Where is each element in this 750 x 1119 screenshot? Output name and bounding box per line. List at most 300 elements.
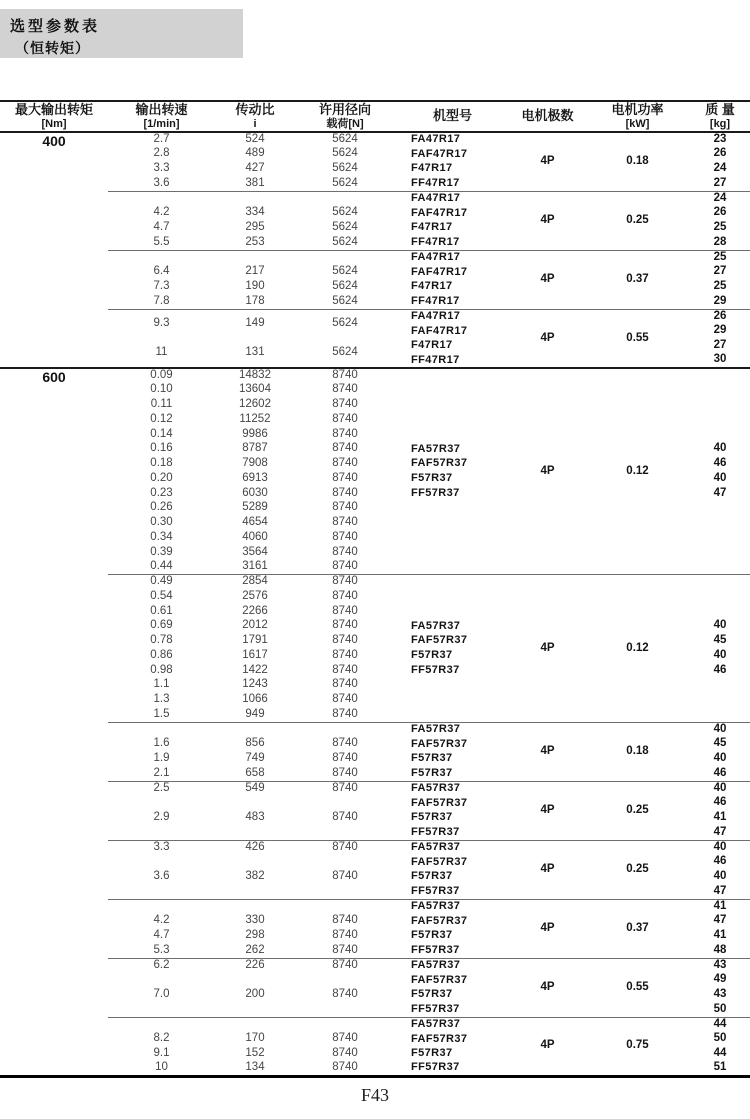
cell-speed: 5.5 — [153, 235, 170, 248]
cell-mass: 40 — [690, 781, 750, 796]
cell-load — [295, 899, 395, 914]
cell-speed — [108, 250, 215, 265]
cell-power: 0.25 — [585, 191, 690, 250]
cell-ratio: 4060 — [242, 530, 268, 543]
cell-speed: 3.3 — [108, 840, 215, 855]
cell-speed: 1.9 — [153, 752, 170, 765]
cell-mass: 49 — [713, 973, 727, 986]
cell-speed: 2.9 — [153, 811, 170, 824]
cell-speed: 0.10 — [150, 383, 173, 396]
cell-speed: 2.8 — [153, 147, 170, 160]
cell-speed — [108, 899, 215, 914]
cell-speed — [108, 1017, 215, 1032]
cell-speed: 0.09 — [108, 368, 215, 383]
cell-ratio: 134 — [245, 1061, 265, 1074]
cell-speed: 9.1 — [153, 1047, 170, 1060]
cell-load: 8740 — [332, 811, 358, 824]
cell-load: 8740 — [295, 575, 395, 590]
cell-speed — [108, 973, 215, 988]
cell-mass: 40 — [690, 722, 750, 737]
cell-power: 0.25 — [585, 781, 690, 840]
header-radial-load: 许用径向 载荷[N] — [295, 101, 395, 132]
cell-load: 8740 — [332, 427, 358, 440]
cell-load: 8740 — [332, 560, 358, 573]
cell-power: 0.18 — [585, 722, 690, 781]
cell-speed: 1.1 — [153, 678, 170, 691]
cell-model — [395, 678, 510, 693]
cell-mass: 29 — [713, 324, 727, 337]
cell-model: F57R37 — [411, 766, 453, 779]
cell-poles: 4P — [510, 250, 585, 309]
cell-power: 0.37 — [585, 899, 690, 958]
cell-ratio: 11252 — [239, 412, 271, 425]
cell-mass: 40 — [713, 442, 727, 455]
page-title: 选型参数表 — [10, 18, 101, 35]
cell-speed — [108, 884, 215, 899]
cell-speed: 1.5 — [153, 707, 170, 720]
table-row — [0, 132, 750, 147]
cell-ratio: 170 — [245, 1032, 265, 1045]
cell-model: FA47R17 — [395, 250, 510, 265]
cell-load — [295, 884, 395, 899]
cell-ratio — [215, 191, 295, 206]
cell-speed: 0.34 — [150, 530, 173, 543]
cell-mass: 26 — [713, 206, 727, 219]
cell-model — [395, 427, 510, 442]
cell-ratio: 3161 — [242, 560, 268, 573]
cell-ratio — [215, 825, 295, 840]
cell-model: F57R37 — [411, 1047, 453, 1060]
cell-model: FF57R37 — [411, 825, 460, 838]
cell-speed: 0.16 — [150, 442, 173, 455]
page-title-box — [0, 9, 243, 58]
cell-mass: 46 — [713, 766, 727, 779]
cell-mass: 44 — [713, 1047, 727, 1060]
cell-mass — [690, 398, 750, 413]
cell-power: 0.18 — [585, 132, 690, 191]
cell-load: 5624 — [332, 265, 358, 278]
cell-ratio: 381 — [245, 176, 265, 189]
cell-mass: 47 — [713, 914, 727, 927]
cell-speed: 4.7 — [153, 929, 170, 942]
cell-load: 5624 — [332, 147, 358, 160]
cell-mass: 40 — [713, 619, 727, 632]
cell-speed: 0.14 — [150, 427, 173, 440]
cell-model: FF57R37 — [411, 1002, 460, 1015]
cell-load: 8740 — [332, 870, 358, 883]
cell-mass — [690, 383, 750, 398]
cell-mass: 40 — [713, 648, 727, 661]
cell-model: FAF47R17 — [411, 206, 468, 219]
cell-ratio: 298 — [245, 929, 265, 942]
cell-ratio: 1422 — [242, 663, 268, 676]
cell-poles: 4P — [510, 958, 585, 1017]
header-motor-power: 电机功率 [kW] — [585, 101, 690, 132]
cell-load — [295, 250, 395, 265]
cell-mass: 41 — [713, 811, 727, 824]
cell-ratio: 178 — [245, 294, 265, 307]
cell-model: FAF57R37 — [411, 457, 468, 470]
cell-ratio: 295 — [245, 221, 265, 234]
cell-speed — [108, 855, 215, 870]
cell-model — [395, 516, 510, 531]
cell-load — [295, 855, 395, 870]
cell-ratio: 2012 — [242, 619, 268, 632]
cell-poles: 4P — [510, 309, 585, 368]
cell-power: 0.25 — [585, 840, 690, 899]
cell-ratio: 200 — [245, 988, 265, 1001]
cell-speed: 1.6 — [153, 737, 170, 750]
cell-speed: 4.7 — [153, 221, 170, 234]
cell-ratio — [215, 973, 295, 988]
cell-mass: 25 — [690, 250, 750, 265]
cell-mass: 47 — [713, 486, 727, 499]
cell-mass: 51 — [713, 1061, 727, 1074]
cell-model: FF57R37 — [411, 663, 460, 676]
table-row — [0, 309, 750, 324]
cell-poles: 4P — [510, 781, 585, 840]
cell-mass: 24 — [713, 162, 727, 175]
cell-mass: 47 — [713, 825, 727, 838]
cell-load: 8740 — [332, 707, 358, 720]
cell-ratio — [215, 899, 295, 914]
cell-mass: 41 — [690, 899, 750, 914]
cell-ratio: 6913 — [242, 471, 268, 484]
cell-load: 5624 — [332, 280, 358, 293]
cell-ratio — [215, 855, 295, 870]
cell-ratio: 131 — [245, 346, 265, 358]
cell-load: 8740 — [332, 398, 358, 411]
cell-model: FAF57R37 — [411, 634, 468, 647]
cell-ratio: 330 — [245, 914, 265, 927]
cell-speed: 7.0 — [153, 988, 170, 1001]
cell-load: 8740 — [332, 663, 358, 676]
cell-mass: 27 — [713, 339, 727, 352]
cell-mass — [690, 604, 750, 619]
cell-poles: 4P — [510, 575, 585, 723]
cell-speed: 6.2 — [108, 958, 215, 973]
cell-ratio — [215, 796, 295, 811]
cell-load — [295, 722, 395, 737]
cell-ratio: 152 — [245, 1047, 265, 1060]
cell-mass — [690, 530, 750, 545]
cell-ratio: 334 — [245, 206, 265, 219]
cell-speed: 5.3 — [153, 943, 170, 956]
cell-ratio: 4654 — [242, 516, 268, 529]
cell-model: F47R17 — [411, 162, 453, 175]
cell-load: 8740 — [295, 781, 395, 796]
cell-mass: 24 — [690, 191, 750, 206]
cell-load — [295, 1017, 395, 1032]
header-model: 机型号 — [395, 101, 510, 132]
cell-ratio: 549 — [215, 781, 295, 796]
table-row — [0, 250, 750, 265]
cell-model: FA57R37 — [395, 1017, 510, 1032]
cell-model — [395, 604, 510, 619]
cell-torque: 600 — [0, 368, 108, 1076]
cell-mass: 45 — [713, 634, 727, 647]
cell-model — [395, 560, 510, 575]
cell-model: F57R37 — [411, 649, 453, 662]
cell-ratio: 226 — [215, 958, 295, 973]
cell-model: FAF57R37 — [411, 973, 468, 986]
cell-ratio: 949 — [245, 707, 265, 720]
cell-speed: 0.69 — [150, 619, 173, 632]
cell-speed: 2.1 — [153, 766, 170, 779]
cell-speed: 0.49 — [108, 575, 215, 590]
cell-speed: 0.30 — [150, 516, 173, 529]
cell-mass: 43 — [690, 958, 750, 973]
cell-speed: 0.23 — [150, 486, 173, 499]
cell-mass: 40 — [713, 471, 727, 484]
cell-ratio: 262 — [245, 943, 265, 956]
cell-model: F57R37 — [411, 811, 453, 824]
cell-load — [295, 191, 395, 206]
cell-model: FAF57R37 — [411, 855, 468, 868]
cell-model — [395, 575, 510, 590]
cell-load: 5624 — [295, 132, 395, 147]
cell-ratio: 14832 — [215, 368, 295, 383]
cell-model: F47R17 — [411, 221, 453, 234]
header-output-speed: 输出转速 [1/min] — [108, 101, 215, 132]
cell-load: 8740 — [332, 516, 358, 529]
header-mass: 质 量 [kg] — [690, 101, 750, 132]
cell-model: FAF47R17 — [411, 324, 468, 337]
cell-ratio: 253 — [245, 235, 265, 248]
cell-ratio: 8787 — [242, 442, 268, 455]
table-row — [0, 368, 750, 383]
cell-load: 8740 — [332, 442, 358, 455]
cell-model: FA57R37 — [411, 619, 461, 632]
cell-load: 8740 — [332, 648, 358, 661]
cell-ratio: 5289 — [242, 501, 268, 514]
cell-speed: 0.20 — [150, 471, 173, 484]
cell-ratio: 2266 — [242, 604, 268, 617]
cell-speed: 4.2 — [153, 206, 170, 219]
cell-power: 0.12 — [585, 368, 690, 575]
cell-ratio — [215, 250, 295, 265]
cell-load: 8740 — [332, 545, 358, 558]
cell-load: 5624 — [295, 309, 395, 339]
cell-load — [295, 1002, 395, 1017]
cell-mass: 46 — [713, 457, 727, 470]
cell-ratio: 382 — [245, 870, 265, 883]
table-row — [0, 840, 750, 855]
cell-load: 8740 — [295, 368, 395, 383]
cell-load: 8740 — [332, 766, 358, 779]
cell-speed: 3.3 — [153, 162, 170, 175]
cell-load: 8740 — [332, 1047, 358, 1060]
cell-power: 0.55 — [585, 309, 690, 368]
cell-speed: 3.6 — [153, 176, 170, 189]
cell-poles: 4P — [510, 899, 585, 958]
cell-mass: 44 — [690, 1017, 750, 1032]
cell-model — [395, 412, 510, 427]
cell-speed: 0.98 — [150, 663, 173, 676]
cell-model: FF47R17 — [411, 176, 460, 189]
cell-ratio: 13604 — [239, 383, 271, 396]
cell-speed: 9.3 — [108, 309, 215, 339]
cell-mass — [690, 412, 750, 427]
cell-ratio: 2576 — [242, 589, 268, 602]
cell-ratio: 9986 — [242, 427, 268, 440]
cell-model: FA57R37 — [395, 899, 510, 914]
cell-model — [395, 368, 510, 383]
page-number: F43 — [360, 1085, 389, 1105]
cell-ratio: 217 — [245, 265, 265, 278]
cell-ratio — [215, 884, 295, 899]
cell-model — [395, 530, 510, 545]
cell-mass — [690, 545, 750, 560]
table-row — [0, 958, 750, 973]
cell-speed: 2.5 — [108, 781, 215, 796]
cell-model — [395, 383, 510, 398]
cell-load: 8740 — [332, 752, 358, 765]
cell-ratio: 6030 — [242, 486, 268, 499]
cell-mass: 25 — [713, 280, 727, 293]
cell-load: 8740 — [332, 486, 358, 499]
cell-mass: 26 — [713, 147, 727, 160]
cell-mass — [690, 516, 750, 531]
cell-speed: 0.39 — [150, 545, 173, 558]
cell-mass: 28 — [713, 235, 727, 248]
cell-model: FF57R37 — [411, 884, 460, 897]
cell-load: 8740 — [332, 1032, 358, 1045]
cell-model: FA57R37 — [411, 442, 461, 455]
cell-speed: 0.18 — [150, 457, 173, 470]
cell-load: 8740 — [332, 634, 358, 647]
cell-model: FAF47R17 — [411, 147, 468, 160]
cell-load — [295, 825, 395, 840]
cell-ratio: 426 — [215, 840, 295, 855]
cell-speed — [108, 825, 215, 840]
cell-load — [295, 796, 395, 811]
cell-mass: 46 — [713, 663, 727, 676]
cell-model: FF47R17 — [411, 353, 460, 366]
cell-mass: 26 — [690, 309, 750, 324]
cell-load: 5624 — [332, 235, 358, 248]
table-body — [0, 132, 750, 1076]
selection-parameters-table — [0, 100, 750, 1078]
cell-mass: 45 — [713, 737, 727, 750]
cell-ratio: 3564 — [242, 545, 268, 558]
cell-model — [395, 398, 510, 413]
cell-speed: 3.6 — [153, 870, 170, 883]
cell-model: F57R37 — [411, 752, 453, 765]
cell-mass: 23 — [690, 132, 750, 147]
cell-ratio: 427 — [245, 162, 265, 175]
cell-load: 8740 — [332, 943, 358, 956]
cell-model: FA57R37 — [395, 958, 510, 973]
cell-load: 8740 — [332, 383, 358, 396]
cell-ratio: 1617 — [242, 648, 268, 661]
cell-model: F57R37 — [411, 472, 453, 485]
cell-speed: 0.78 — [150, 634, 173, 647]
cell-model: FA47R17 — [395, 132, 510, 147]
cell-load: 8740 — [332, 914, 358, 927]
cell-model — [395, 545, 510, 560]
cell-load: 8740 — [332, 412, 358, 425]
cell-speed: 0.11 — [150, 398, 173, 411]
cell-mass: 40 — [713, 870, 727, 883]
cell-mass — [690, 575, 750, 590]
cell-ratio: 190 — [245, 280, 265, 293]
cell-model: FAF57R37 — [411, 796, 468, 809]
cell-model: FAF47R17 — [411, 265, 468, 278]
cell-poles: 4P — [510, 132, 585, 191]
cell-load: 8740 — [332, 619, 358, 632]
cell-power: 0.12 — [585, 575, 690, 723]
cell-model: FA57R37 — [395, 722, 510, 737]
cell-ratio — [215, 1002, 295, 1017]
table-row — [0, 1017, 750, 1032]
cell-load: 8740 — [332, 1061, 358, 1074]
cell-model: F47R17 — [411, 280, 453, 293]
cell-model: FA57R37 — [395, 840, 510, 855]
cell-speed: 2.7 — [108, 132, 215, 147]
cell-model: FA57R37 — [395, 781, 510, 796]
cell-speed: 7.3 — [153, 280, 170, 293]
cell-model: FA47R17 — [395, 191, 510, 206]
cell-model — [395, 501, 510, 516]
header-motor-poles: 电机极数 — [510, 101, 585, 132]
cell-mass: 40 — [690, 840, 750, 855]
cell-mass: 50 — [713, 1002, 727, 1015]
table-header-row — [0, 101, 750, 132]
table-row — [0, 781, 750, 796]
cell-mass: 46 — [713, 855, 727, 868]
cell-model: FAF57R37 — [411, 1032, 468, 1045]
cell-speed: 0.61 — [150, 604, 173, 617]
cell-ratio: 1791 — [242, 634, 268, 647]
cell-load: 8740 — [332, 501, 358, 514]
cell-ratio: 658 — [245, 766, 265, 779]
cell-speed: 0.44 — [150, 560, 173, 573]
cell-model: FF57R37 — [411, 1061, 460, 1074]
cell-load: 8740 — [332, 457, 358, 470]
cell-ratio: 149 — [215, 309, 295, 339]
cell-power: 0.37 — [585, 250, 690, 309]
table-row — [0, 575, 750, 590]
cell-mass: 27 — [713, 265, 727, 278]
cell-speed: 1.3 — [153, 693, 170, 706]
cell-model — [395, 693, 510, 708]
cell-mass: 40 — [713, 752, 727, 765]
cell-load: 8740 — [332, 678, 358, 691]
cell-mass — [690, 368, 750, 383]
header-max-torque: 最大输出转矩 [Nm] — [0, 101, 108, 132]
cell-ratio: 2854 — [215, 575, 295, 590]
cell-speed — [108, 191, 215, 206]
cell-model — [395, 589, 510, 604]
cell-load: 8740 — [332, 929, 358, 942]
cell-load: 8740 — [332, 988, 358, 1001]
cell-ratio: 856 — [245, 737, 265, 750]
cell-model: F57R37 — [411, 870, 453, 883]
cell-model: FF47R17 — [411, 235, 460, 248]
cell-mass: 41 — [713, 929, 727, 942]
cell-ratio: 7908 — [242, 457, 268, 470]
cell-speed — [108, 1002, 215, 1017]
cell-model: FF47R17 — [411, 294, 460, 307]
cell-ratio — [215, 722, 295, 737]
cell-mass: 30 — [713, 353, 727, 366]
cell-load: 8740 — [332, 530, 358, 543]
cell-speed: 7.8 — [153, 294, 170, 307]
cell-mass: 43 — [713, 988, 727, 1001]
table-row — [0, 899, 750, 914]
cell-power: 0.55 — [585, 958, 690, 1017]
